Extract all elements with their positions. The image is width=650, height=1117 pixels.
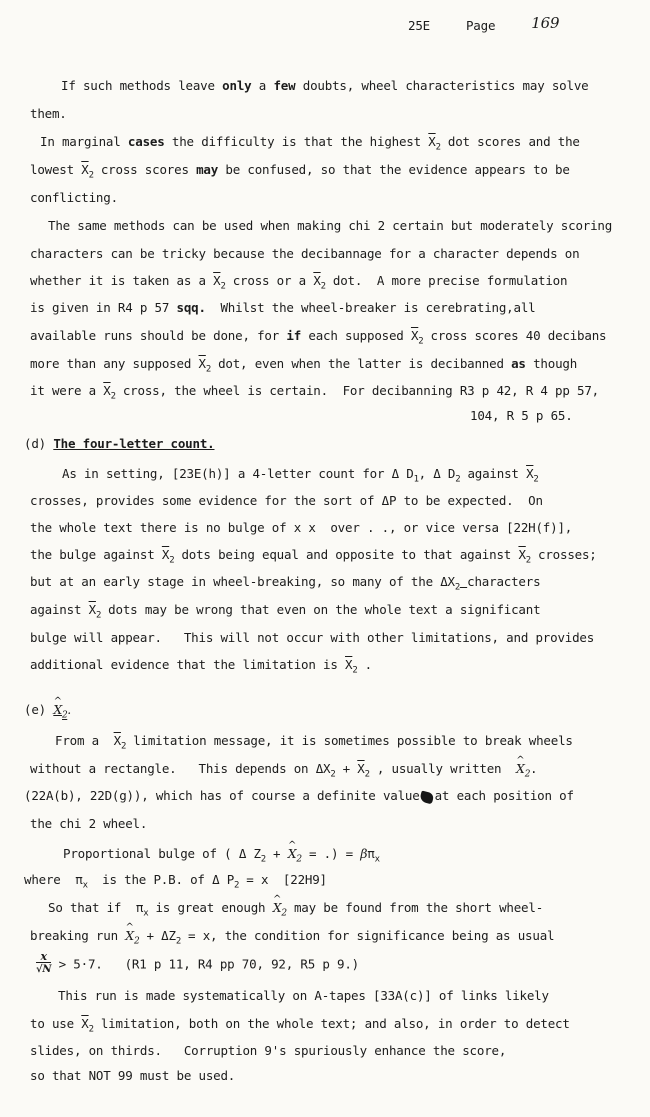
text-line: The same methods can be used when making chi 2 certain but moderately scoring xyxy=(48,218,613,233)
fraction-x-over-sqrtN: $\frac{x}{√N}$ xyxy=(36,950,52,975)
text-line: This run is made systematically on A-tapes [33A(c)] of links likely xyxy=(58,988,549,1003)
text-line: 104, R 5 p 65. xyxy=(470,408,573,423)
page-header xyxy=(408,16,559,34)
text-line: (22A(b), 22D(g)), which has of course a definite value at each position of xyxy=(24,788,574,803)
text-line: against $\overline{X}_2$ dots may be wrong that even on the whole text a significant xyxy=(30,602,541,621)
text-line: If such methods leave only a few doubts, wheel characteristics may solve xyxy=(61,78,589,93)
text-line: bulge will appear. This will not occur with other limitations, and provides xyxy=(30,630,595,645)
text-line: crosses, provides some evidence for the sort of ΔP to be expected. On xyxy=(30,493,543,508)
page-label: Page xyxy=(465,18,496,33)
text-line: slides, on thirds. Corruption 9's spuriously enhance the score, xyxy=(30,1043,507,1058)
text-line: Proportional bulge of ( Δ $Z_2 + X$ $\^{}_2$ = .) = $\beta\pi_x$ xyxy=(63,846,380,868)
text-line: (d) The four-letter count. xyxy=(24,436,215,451)
text-line: the whole text there is no bulge of x x over . ., or vice versa [22H(f)], xyxy=(30,520,573,535)
text-line: without a rectangle. This depends on $\Delta X_2 + \overline{X}_2$ , usually written X $\^{}_2$. xyxy=(30,761,537,783)
text-line: it were a $\overline{X}_2$ cross, the wheel is certain. For decibanning R3 p 42, R 4 pp 57, xyxy=(30,383,600,402)
text-line: In marginal cases the difficulty is that the highest $\overline{X}_2$ dot scores and the xyxy=(40,134,580,153)
page-number: 169 xyxy=(531,14,560,32)
text-line: characters can be tricky because the decibannage for a character depends on xyxy=(30,246,580,261)
text-line: So that if $\pi_x$ is great enough X $\^{}_2$ may be found from the short wheel- xyxy=(48,900,543,922)
text-line: conflicting. xyxy=(30,190,118,205)
text-line: where $\pi_x$ is the P.B. of Δ $P_2 = x$ [22H9] xyxy=(24,872,327,891)
section-number: 25E xyxy=(408,18,430,33)
text-line: to use $\overline{X}_2$ limitation, both on the whole text; and also, in order to detect xyxy=(30,1016,570,1035)
text-line: (e) X $\^{}_2$. xyxy=(24,702,71,724)
text-line: the bulge against $\overline{X}_2$ dots being equal and opposite to that against $\overline{X}_2$ crosses; xyxy=(30,547,597,566)
text-line: but at an early stage in wheel-breaking, so many of the $\Delta X_2$ characters xyxy=(30,574,541,593)
text-line: so that NOT 99 must be used. xyxy=(30,1068,236,1083)
text-line: $\frac{x}{√N}$ > 5·7. (R1 p 11, R4 pp 70, 92, R5 p 9.) xyxy=(36,950,360,975)
text-line: more than any supposed $\overline{X}_2$ dot, even when the latter is decibanned as though xyxy=(30,356,578,375)
text-line: available runs should be done, for if each supposed $\overline{X}_2$ cross scores 40 decibans xyxy=(30,328,607,347)
text-line: the chi 2 wheel. xyxy=(30,816,148,831)
text-line: whether it is taken as a $\overline{X}_2$ cross or a $\overline{X}_2$ dot. A more precise formulation xyxy=(30,273,568,292)
text-line: is given in R4 p 57 sqq. Whilst the wheel-breaker is cerebrating,all xyxy=(30,300,536,315)
text-line: breaking run X $\^{}_2 + \Delta Z_2 = x$, the condition for significance being as usual xyxy=(30,928,554,950)
text-line: From a $\overline{X}_2$ limitation message, it is sometimes possible to break wheels xyxy=(55,733,573,752)
text-line: them. xyxy=(30,106,67,121)
text-line: lowest $\overline{X}_2$ cross scores may be confused, so that the evidence appears to be xyxy=(30,162,570,181)
text-line: additional evidence that the limitation is $\overline{X}_2$ . xyxy=(30,657,372,676)
ink-blot xyxy=(419,791,434,805)
text-line: As in setting, [23E(h)] a 4-letter count for Δ $D_1$, Δ $D_2$ against $\overline{X}_2$ xyxy=(62,466,539,485)
